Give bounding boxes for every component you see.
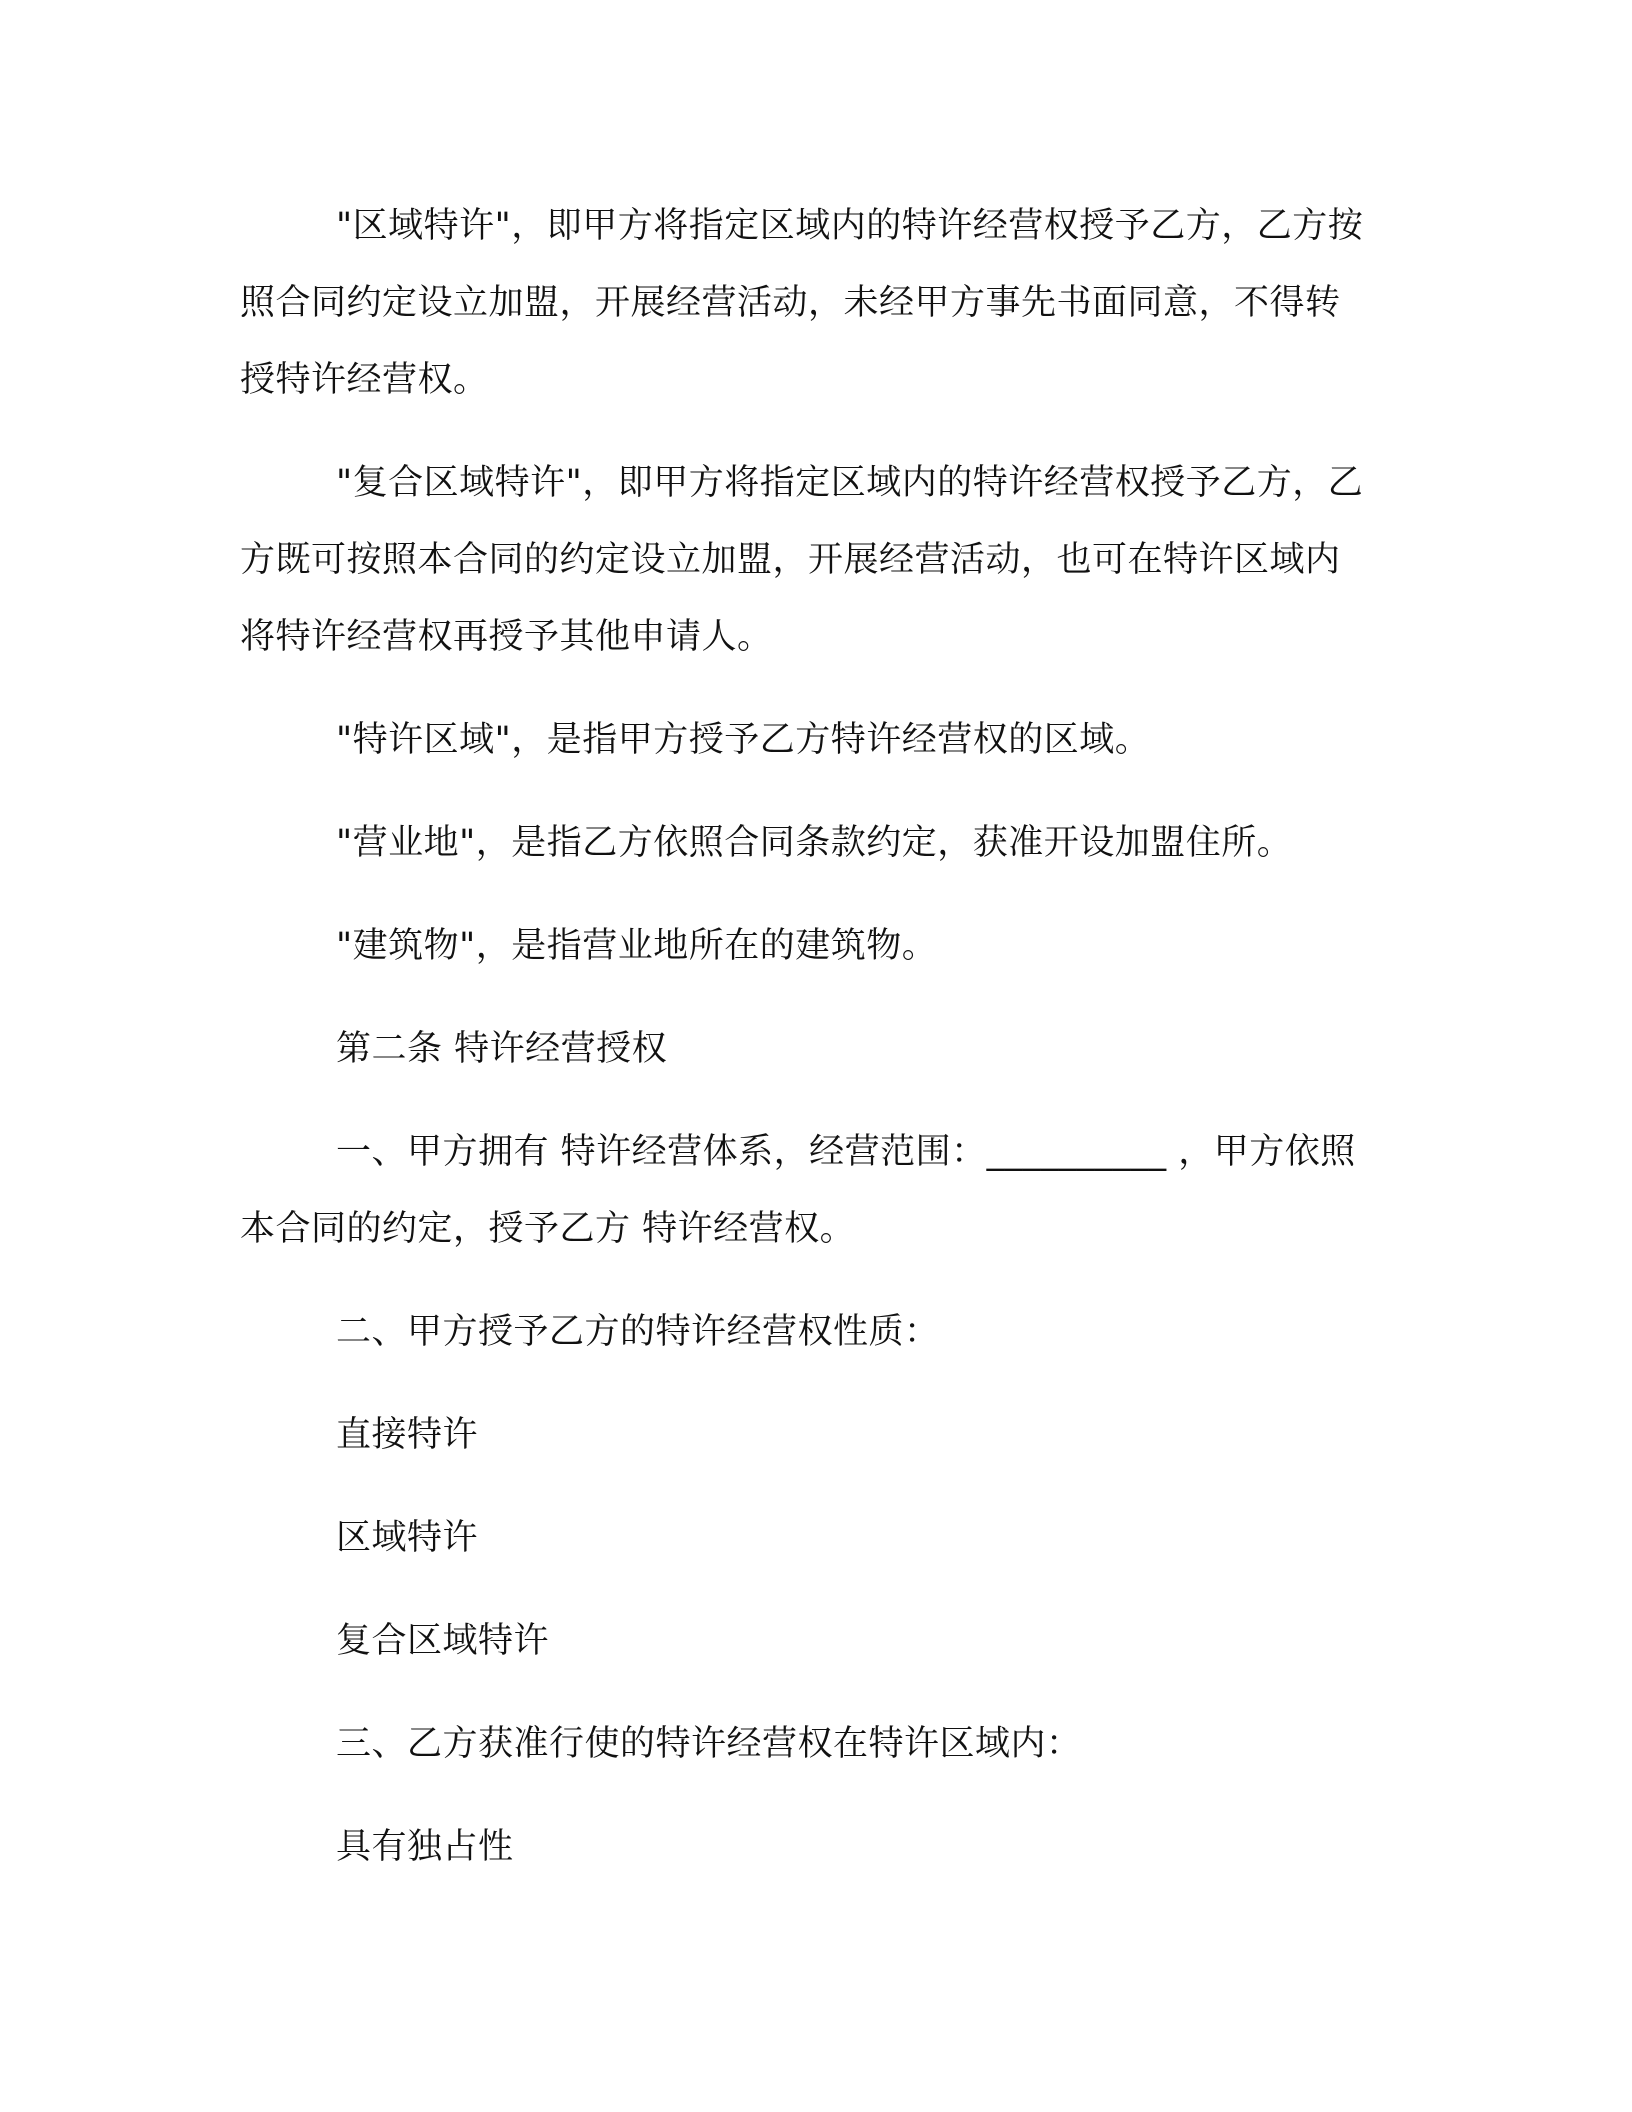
paragraph-building: "建筑物"，是指营业地所在的建筑物。 bbox=[336, 926, 938, 966]
option-direct-franchise: 直接特许 bbox=[336, 1415, 479, 1455]
document-body bbox=[240, 188, 1370, 1886]
option-regional-franchise: 区域特许 bbox=[336, 1518, 479, 1558]
article-two-heading: 第二条 特许经营授权 bbox=[336, 1029, 668, 1069]
clause-three: 三、乙方获准行使的特许经营权在特许区域内： bbox=[336, 1724, 1082, 1764]
option-exclusive: 具有独占性 bbox=[336, 1827, 514, 1867]
clause-one: 一、甲方拥有 特许经营体系，经营范围：__________ ，甲方依照本合同的约定，授予乙方 特许经营权。 bbox=[240, 1132, 1356, 1249]
paragraph-business-location: "营业地"，是指乙方依照合同条款约定，获准开设加盟住所。 bbox=[336, 823, 1293, 863]
paragraph-regional-franchise: "区域特许"，即甲方将指定区域内的特许经营权授予乙方，乙方按照合同约定设立加盟，开展经营活动，未经甲方事先书面同意，不得转授特许经营权。 bbox=[240, 206, 1364, 400]
paragraph-franchise-area: "特许区域"，是指甲方授予乙方特许经营权的区域。 bbox=[336, 720, 1151, 760]
clause-two: 二、甲方授予乙方的特许经营权性质： bbox=[336, 1312, 940, 1352]
option-composite-regional-franchise: 复合区域特许 bbox=[336, 1621, 550, 1661]
paragraph-composite-regional-franchise: "复合区域特许"，即甲方将指定区域内的特许经营权授予乙方，乙方既可按照本合同的约定设立加盟，开展经营活动，也可在特许区域内将特许经营权再授予其他申请人。 bbox=[240, 463, 1364, 657]
